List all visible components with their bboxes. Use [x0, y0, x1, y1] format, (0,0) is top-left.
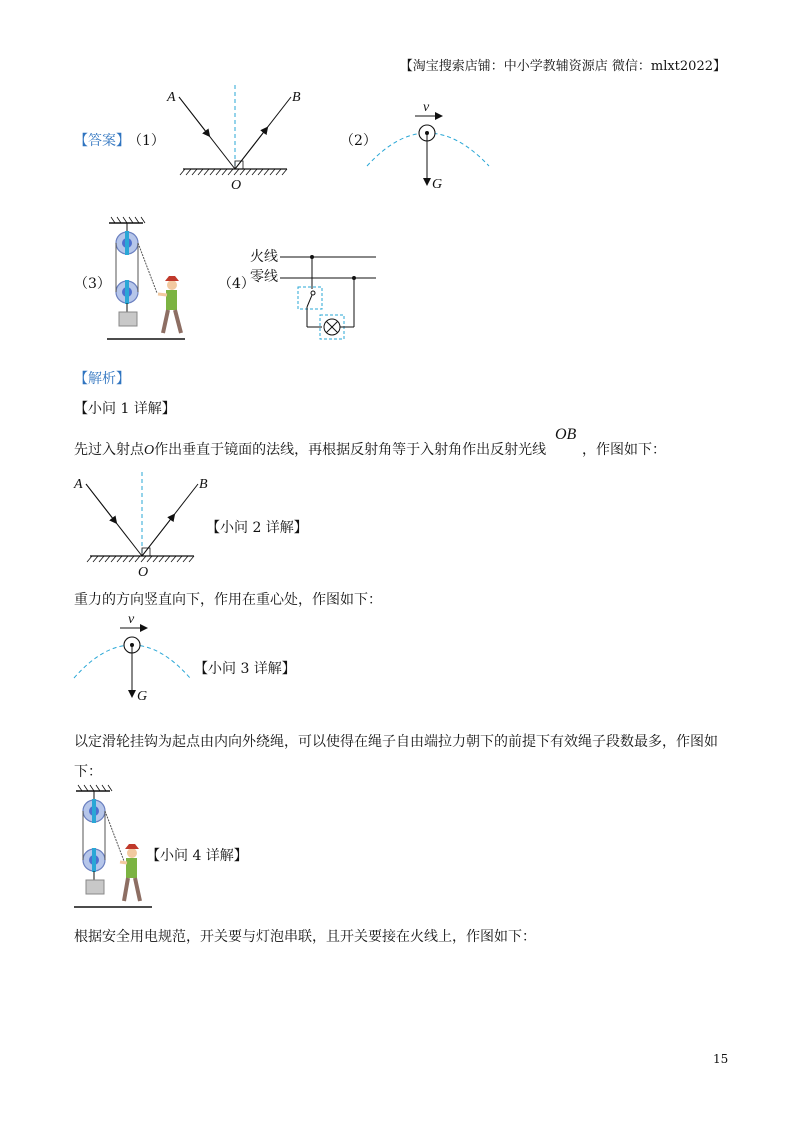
- label-B: B: [292, 90, 301, 105]
- reflection-diagram-1: [165, 85, 305, 195]
- circuit-diagram-1: [280, 245, 380, 345]
- q1-title: 【小问 1 详解】: [74, 401, 176, 417]
- analysis-label: 【解析】: [74, 371, 130, 387]
- label-O: O: [231, 178, 242, 193]
- pulley-diagram-2: [72, 783, 157, 913]
- answer-part2-number: （2）: [340, 133, 377, 149]
- label-G-2: G: [137, 689, 148, 704]
- q4-text: 根据安全用电规范，开关要与灯泡串联，且开关要接在火线上，作图如下：: [74, 929, 536, 945]
- header-shop-note: 【淘宝搜索店铺：中小学教辅资源店 微信：mlxt2022】: [399, 59, 726, 74]
- label-B-2: B: [199, 477, 208, 492]
- pulley-diagram-1: [105, 215, 190, 345]
- label-v: v: [423, 100, 430, 115]
- q3-text-line1: 以定滑轮挂钩为起点由内向外绕绳，可以使得在绳子自由端拉力朝下的前提下有效绳子段数最多，作图如: [74, 734, 718, 750]
- gravity-diagram-1: [365, 98, 495, 198]
- q1-text: 先过入射点O作出垂直于镜面的法线，再根据反射角等于入射角作出反射光线: [74, 442, 547, 458]
- answer-part1-number: （1）: [128, 133, 165, 149]
- label-G: G: [432, 177, 443, 192]
- switch-box: [298, 287, 322, 309]
- label-A-2: A: [74, 477, 83, 492]
- label-A: A: [167, 90, 176, 105]
- label-v-2: v: [128, 612, 135, 627]
- person: [166, 290, 177, 310]
- q4-title: 【小问 4 详解】: [146, 848, 248, 864]
- label-O-2: O: [138, 565, 149, 580]
- q1-text-end: ，作图如下：: [582, 442, 666, 458]
- q2-title: 【小问 2 详解】: [206, 520, 308, 536]
- q3-text-line2: 下：: [74, 764, 102, 780]
- answer-part3-number: （3）: [74, 276, 111, 292]
- live-wire-label: 火线: [250, 249, 278, 265]
- neutral-wire-label: 零线: [250, 269, 278, 285]
- gravity-diagram-2: [72, 610, 202, 710]
- q2-text: 重力的方向竖直向下，作用在重心处，作图如下：: [74, 592, 382, 608]
- weight-block: [119, 312, 137, 326]
- answer-label: 【答案】: [74, 133, 130, 149]
- page-number: 15: [713, 1052, 729, 1066]
- reflection-diagram-2: [72, 472, 212, 582]
- q1-OB-label: OB: [555, 426, 577, 443]
- answer-part4-number: （4）: [218, 276, 255, 292]
- q3-title: 【小问 3 详解】: [194, 661, 296, 677]
